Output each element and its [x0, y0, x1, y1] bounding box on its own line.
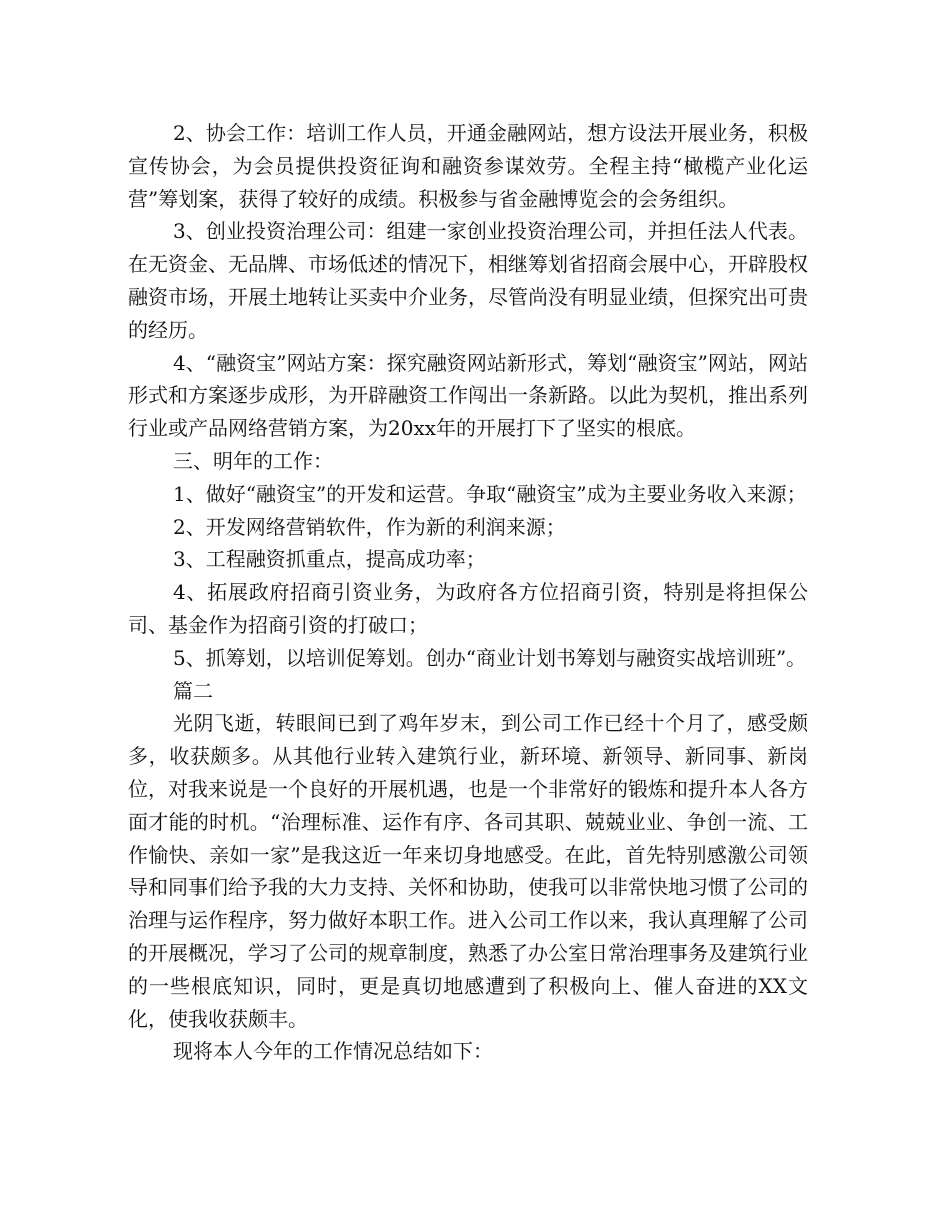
paragraph-association-work: 2、协会工作：培训工作人员，开通金融网站，想方设法开展业务，积极宣传协会，为会员提供投资征询和融资参谋效劳。全程主持“橄榄产业化运营”筹划案，获得了较好的成绩。积极参与省金融博览会的会务组织。	[128, 121, 808, 211]
document-body	[128, 117, 808, 1068]
list-item-2: 2、开发网络营销软件，作为新的利润来源；	[173, 514, 566, 539]
part-heading-2: 篇二	[173, 678, 213, 703]
list-item-4: 4、拓展政府招商引资业务，为政府各方位招商引资，特别是将担保公司、基金作为招商引资的打破口；	[128, 580, 808, 637]
paragraph-venture-investment: 3、创业投资治理公司：组建一家创业投资治理公司，并担任法人代表。在无资金、无品牌、市场低述的情况下，相继筹划省招商会展中心，开辟股权融资市场，开展土地转让买卖中介业务，尽管尚没有明显业绩，但探究出可贵的经历。	[128, 219, 808, 342]
list-item-1: 1、做好“融资宝”的开发和运营。争取“融资宝”成为主要业务收入来源；	[173, 481, 807, 506]
list-item-3: 3、工程融资抓重点，提高成功率；	[173, 547, 486, 572]
section-heading-next-year: 三、明年的工作：	[173, 448, 333, 473]
paragraph-summary-lead: 现将本人今年的工作情况总结如下：	[173, 1039, 493, 1064]
paragraph-financing-website: 4、“融资宝”网站方案：探究融资网站新形式，筹划“融资宝”网站，网站形式和方案逐步成形，为开辟融资工作闯出一条新路。以此为契机，推出系列行业或产品网络营销方案，为20xx年的开展打下了坚实的根底。	[128, 350, 808, 441]
paragraph-intro: 光阴飞逝，转眼间已到了鸡年岁末，到公司工作已经十个月了，感受颇多，收获颇多。从其他行业转入建筑行业，新环境、新领导、新同事、新岗位，对我来说是一个良好的开展机遇，也是一个非常好的锻炼和提升本人各方面才能的时机。“治理标准、运作有序、各司其职、兢兢业业、争创一流、工作愉快、亲如一家”是我这近一年来切身地感受。在此，首先特别感激公司领导和同事们给予我的大力支持、关怀和协助，使我可以非常快地习惯了公司的治理与运作程序，努力做好本职工作。进入公司工作以来，我认真理解了公司的开展概况，学习了公司的规章制度，熟悉了办公室日常治理事务及建筑行业的一些根底知识，同时，更是真切地感遭到了积极向上、催人奋进的XX文化，使我收获颇丰。	[128, 711, 808, 1031]
list-item-5: 5、抓筹划，以培训促筹划。创办“商业计划书筹划与融资实战培训班”。	[173, 645, 807, 670]
